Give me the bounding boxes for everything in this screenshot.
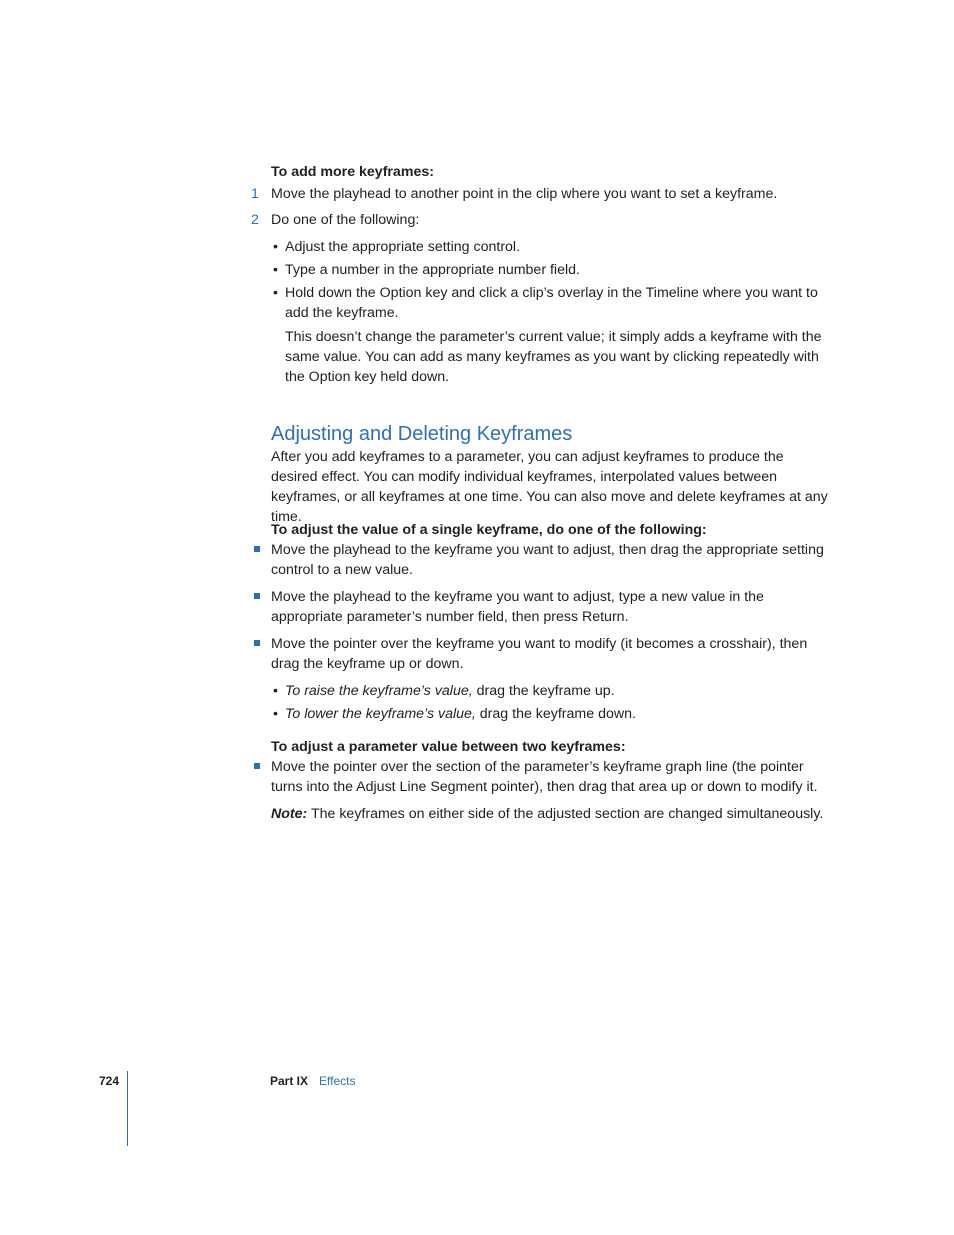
section-title: Adjusting and Deleting Keyframes: [271, 423, 573, 445]
task-heading-adjust-between: To adjust a parameter value between two keyframes:: [271, 739, 626, 755]
bullet-dot: •: [273, 239, 278, 255]
square-bullet-icon: [254, 763, 260, 769]
section-intro: After you add keyframes to a parameter, you can adjust keyframes to produce the desired effect. You can modify individual keyframes, interpolated values between keyframes, or all keyframes at one time. You can also move and delete keyframes at any time.: [271, 449, 828, 525]
bullet-item: Hold down the Option key and click a clip’s overlay in the Timeline where you want to add the keyframe.: [285, 285, 818, 321]
note-text: The keyframes on either side of the adjusted section are changed simultaneously.: [307, 806, 824, 822]
footer-rule: [127, 1071, 128, 1146]
list-item: Move the pointer over the section of the parameter’s keyframe graph line (the pointer turns into the Adjust Line Segment pointer), then drag that area up or down to modify it.: [271, 759, 818, 795]
sub-bullet-text: drag the keyframe up.: [472, 683, 615, 699]
square-bullet-icon: [254, 640, 260, 646]
bullet-dot: •: [273, 706, 278, 722]
sub-bullet-text: drag the keyframe down.: [475, 706, 636, 722]
step-number: 2: [251, 212, 259, 228]
list-item: Move the playhead to the keyframe you want to adjust, type a new value in the appropriate parameter’s number field, then press Return.: [271, 589, 764, 625]
footer-chapter: Effects: [319, 1074, 356, 1088]
bullet-item: Adjust the appropriate setting control.: [285, 239, 521, 255]
bullet-note: This doesn’t change the parameter’s current value; it simply adds a keyframe with the same value. You can add as many keyframes as you want by clicking repeatedly with the Option key held down.: [285, 329, 822, 385]
footer-part: Part IX: [270, 1074, 309, 1088]
sub-bullet-item: [285, 704, 830, 724]
bullet-item: Type a number in the appropriate number field.: [285, 262, 580, 278]
bullet-dot: •: [273, 285, 278, 301]
square-bullet-icon: [254, 546, 260, 552]
note: [271, 804, 831, 824]
list-item: Move the pointer over the keyframe you want to modify (it becomes a crosshair), then drag the keyframe up or down.: [271, 636, 808, 672]
sub-bullet-italic: To lower the keyframe’s value,: [285, 706, 476, 722]
bullet-dot: •: [273, 262, 278, 278]
list-item: Move the playhead to the keyframe you want to adjust, then drag the appropriate setting control to a new value.: [271, 542, 824, 578]
square-bullet-icon: [254, 593, 260, 599]
task-heading-add-keyframes: To add more keyframes:: [271, 164, 434, 180]
bullet-dot: •: [273, 683, 278, 699]
sub-bullet-item: [285, 681, 830, 701]
page-number: 724: [99, 1074, 120, 1088]
step-text: Do one of the following:: [271, 212, 420, 228]
step-text: Move the playhead to another point in the clip where you want to set a keyframe.: [271, 186, 778, 202]
sub-bullet-italic: To raise the keyframe’s value,: [285, 683, 473, 699]
note-label: Note:: [271, 806, 308, 822]
task-heading-adjust-single: To adjust the value of a single keyframe, do one of the following:: [271, 522, 707, 538]
step-number: 1: [251, 186, 259, 202]
